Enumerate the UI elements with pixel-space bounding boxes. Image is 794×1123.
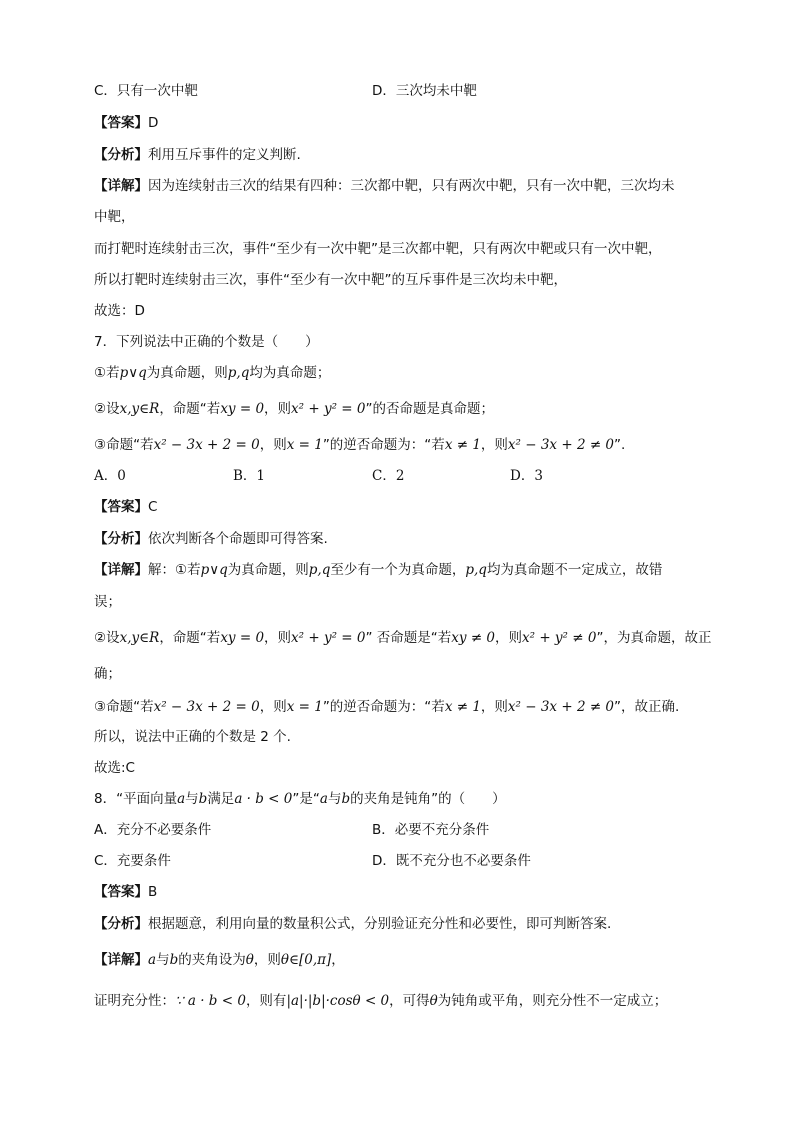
- q6-option-d: D．三次均未中靶: [372, 83, 477, 99]
- text: ，: [331, 952, 345, 968]
- q6-answer: [94, 113, 158, 133]
- text: ，则有: [245, 993, 287, 1009]
- text: ”的逆否命题为：“若: [322, 699, 445, 715]
- math: θ: [429, 993, 438, 1009]
- q7-answer: [94, 497, 157, 517]
- q8-detail-line-1: [94, 950, 345, 970]
- text: 为真命题，则: [227, 562, 309, 578]
- math: x ≠ 1: [444, 437, 481, 453]
- text: ，命题“若: [159, 630, 221, 646]
- math: p,q: [465, 562, 487, 578]
- text: 满足: [207, 791, 235, 807]
- q6-analysis: [94, 145, 301, 165]
- text: ”.: [614, 437, 626, 453]
- q7-detail-line-3: [94, 628, 711, 648]
- text: 均为真命题；: [249, 365, 331, 381]
- analysis-text: 依次判断各个命题即可得答案.: [148, 531, 328, 547]
- q6-option-c: C．只有一次中靶: [94, 83, 198, 99]
- text: ②设: [94, 630, 120, 646]
- text: ，命题“若: [159, 401, 221, 417]
- q7-detail-line-1: [94, 560, 662, 580]
- math: |a|·|b|·cosθ < 0: [286, 993, 390, 1009]
- math: x = 1: [286, 437, 323, 453]
- text: 与: [156, 952, 170, 968]
- q7-option-d: D．3: [510, 468, 543, 484]
- q7-stem: 7．下列说法中正确的个数是（ ）: [94, 334, 319, 350]
- q8-answer: [94, 882, 157, 902]
- vector-b: b: [198, 791, 208, 807]
- math: xy = 0: [220, 630, 265, 646]
- q8-option-a: A．充分不必要条件: [94, 822, 212, 838]
- math: x² − 3x + 2 = 0: [153, 437, 260, 453]
- vector-b: b: [169, 952, 179, 968]
- text: ”，故正确.: [614, 699, 680, 715]
- text: 均为真命题不一定成立，故错: [486, 562, 663, 578]
- math: a · b < 0: [234, 791, 293, 807]
- math: x² − 3x + 2 = 0: [153, 699, 260, 715]
- vector-b: b: [341, 791, 351, 807]
- text: ”的否命题是真命题；: [365, 401, 494, 417]
- q8-option-d: D．既不充分也不必要条件: [372, 853, 531, 869]
- text: 8．“平面向量: [94, 791, 178, 807]
- text: ”，为真命题，故正: [596, 630, 712, 646]
- math: x² − 3x + 2 ≠ 0: [507, 437, 615, 453]
- analysis-text: 利用互斥事件的定义判断.: [148, 147, 301, 163]
- text: 为真命题，则: [146, 365, 228, 381]
- q8-option-b: B．必要不充分条件: [372, 822, 490, 838]
- text: ，则: [480, 437, 508, 453]
- q7-option-a: A．0: [94, 468, 126, 484]
- vector-a: a: [319, 791, 328, 807]
- q7-statement-1: [94, 363, 330, 383]
- text: ，可得: [389, 993, 430, 1009]
- math: x,y∈R: [119, 401, 160, 417]
- text: ③命题“若: [94, 699, 154, 715]
- math: x,y∈R: [119, 630, 160, 646]
- q7-statement-3: [94, 435, 625, 455]
- vector-a: a: [177, 791, 186, 807]
- q8-option-c: C．充要条件: [94, 853, 171, 869]
- text: ”是“: [292, 791, 320, 807]
- analysis-tag: 【分析】: [94, 916, 148, 932]
- answer-value: C: [148, 499, 158, 515]
- math: θ: [245, 952, 254, 968]
- detail-tag: 【详解】: [94, 952, 148, 968]
- q6-choose: 故选：D: [94, 303, 145, 319]
- answer-value: D: [148, 115, 159, 131]
- text: ，则: [495, 630, 523, 646]
- text: 至少有一个为真命题，: [330, 562, 466, 578]
- math: x ≠ 1: [444, 699, 481, 715]
- math: θ∈[0,π]: [280, 952, 332, 968]
- analysis-text: 根据题意，利用向量的数量积公式，分别验证充分性和必要性，即可判断答案.: [148, 916, 612, 932]
- math: x = 1: [286, 699, 323, 715]
- math: xy ≠ 0: [451, 630, 496, 646]
- text: ”的逆否命题为：“若: [322, 437, 445, 453]
- analysis-tag: 【分析】: [94, 147, 148, 163]
- math: p,q: [227, 365, 250, 381]
- text: 的夹角设为: [178, 952, 246, 968]
- text: 与: [327, 791, 342, 807]
- math: p∨q: [200, 562, 228, 578]
- q6-detail-line-4: 所以打靶时连续射击三次，事件“至少有一次中靶”的互斥事件是三次均未中靶，: [94, 272, 567, 288]
- text: 的夹角是钝角”的（ ）: [350, 791, 506, 807]
- q7-choose: 故选:C: [94, 760, 135, 776]
- answer-tag: 【答案】: [94, 115, 148, 131]
- text: ，则: [259, 699, 287, 715]
- math: xy = 0: [220, 401, 265, 417]
- text: ，则: [264, 401, 292, 417]
- math: x² − 3x + 2 ≠ 0: [507, 699, 615, 715]
- vector-a: a: [148, 952, 157, 968]
- text: 为钝角或平角，则充分性不一定成立；: [437, 993, 668, 1009]
- answer-tag: 【答案】: [94, 499, 148, 515]
- detail-tag: 【详解】: [94, 178, 148, 194]
- text: ，则: [264, 630, 292, 646]
- q8-stem: [94, 789, 506, 809]
- analysis-tag: 【分析】: [94, 531, 148, 547]
- text: ，则: [480, 699, 508, 715]
- q7-detail-line-4: 确；: [94, 666, 121, 682]
- q7-option-b: B．1: [233, 468, 266, 484]
- text: 与: [185, 791, 199, 807]
- q7-statement-2: [94, 399, 494, 419]
- q7-summary: 所以，说法中正确的个数是 2 个.: [94, 729, 291, 745]
- q8-analysis: [94, 914, 611, 934]
- q6-detail-line-3: 而打靶时连续射击三次，事件“至少有一次中靶”是三次都中靶，只有两次中靶或只有一次中靶，: [94, 241, 662, 257]
- q7-detail-line-2: 误；: [94, 594, 121, 610]
- text: 解：①若: [148, 562, 201, 578]
- text: ①若: [94, 365, 120, 381]
- text: ，则: [259, 437, 287, 453]
- answer-tag: 【答案】: [94, 884, 148, 900]
- math: ∵ a · b < 0: [175, 993, 246, 1009]
- text: ” 否命题是“若: [365, 630, 452, 646]
- math: p∨q: [119, 365, 147, 381]
- math: x² + y² ≠ 0: [522, 630, 597, 646]
- detail-text: 因为连续射击三次的结果有四种：三次都中靶，只有两次中靶，只有一次中靶，三次均未: [148, 178, 675, 194]
- q7-analysis: [94, 529, 328, 549]
- q6-detail-line-2: 中靶，: [94, 209, 135, 225]
- q8-detail-line-2: [94, 991, 667, 1011]
- q7-option-c: C．2: [372, 468, 405, 484]
- answer-value: B: [148, 884, 158, 900]
- text: ②设: [94, 401, 120, 417]
- q7-detail-line-5: [94, 697, 679, 717]
- math: p,q: [308, 562, 331, 578]
- math: x² + y² = 0: [291, 630, 366, 646]
- text: 证明充分性：: [94, 993, 175, 1009]
- math: x² + y² = 0: [291, 401, 366, 417]
- detail-tag: 【详解】: [94, 562, 148, 578]
- text: ，则: [253, 952, 281, 968]
- text: ③命题“若: [94, 437, 154, 453]
- q6-detail-line-1: [94, 176, 675, 196]
